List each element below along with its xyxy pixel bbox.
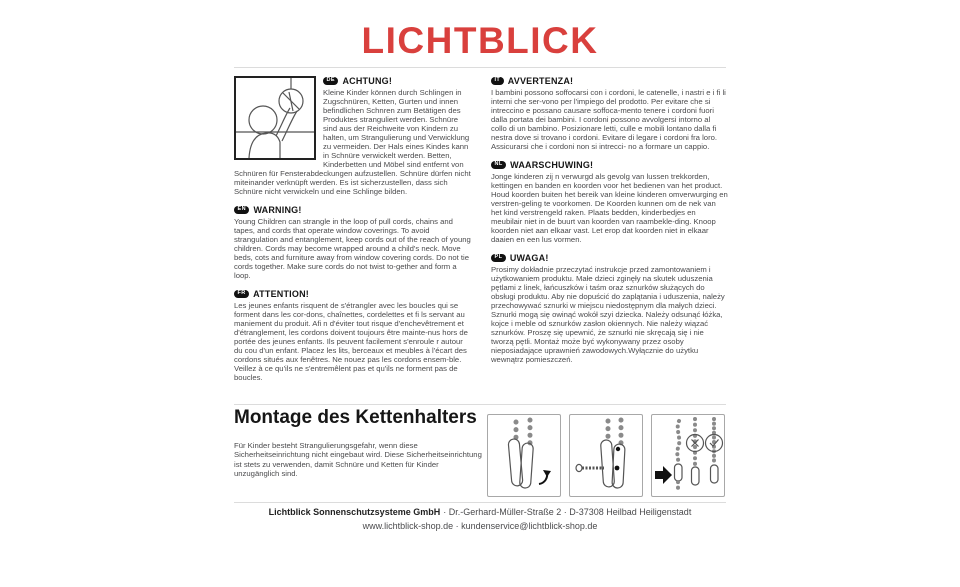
warning-title-en: WARNING! [253,205,302,215]
company-address: · Dr.-Gerhard-Müller-Straße 2 · D-37308 Heilbad Heiligenstadt [443,507,692,517]
footer-contact: www.lichtblick-shop.de · kundenservice@lichtblick-shop.de [362,520,598,531]
warning-body-en: Young Children can strangle in the loop of pull cords, chains and tapes, and cords that operate window coverings. To avoid strangulation and entanglement, keep cords out of the reach of young children. Cords may become wrapped around a child's neck. Move beds, cots and furniture away from window covering cords. Do not tie cords together. Make sure cords do not twist to-gether and form a loop. [234,217,471,280]
language-badge-nl: NL [491,161,506,170]
child-cord-hazard-icon [234,76,316,160]
chain-holder-screw-step-icon [569,414,643,497]
warning-title-nl: WAARSCHUWING! [510,160,594,170]
warning-body-de: Kleine Kinder können durch Schlingen in Zugschnüren, Ketten, Gurten und innen befindlichen Schnren zum Betätigen des Produktes stranguliert werden. Schnüre sind aus der Reichweite von Kindern zu halten, um Strangulierung und Verwicklung zu vermeiden. Der Hals eines Kindes kann in Schnüre verwickelt werden. Betten, Kinderbetten und Möbel sind entfernt von Schnüren für Fensterabdeckungen aufzustellen. Schnüre dürfen nicht miteinander verknüpft werden. Es ist sicherzustellen, dass sich Schnüre nicht verwickeln und eine Schlinge bilden. [234,88,471,196]
warning-title-pl: UWAGA! [509,253,549,263]
montage-section-title: Montage des Kettenhalters [234,407,477,428]
warning-section-nl [491,160,728,244]
language-badge-de: DE [323,77,338,86]
warning-title-fr: ATTENTION! [253,289,309,299]
chain-tension-check-step-icon [651,414,725,497]
divider-bottom [234,502,726,503]
divider-middle [234,404,726,405]
language-badge-pl: PL [491,254,506,263]
footer-line-1 [0,506,960,520]
language-badge-en: EN [234,206,249,215]
warning-section-fr [234,289,471,382]
company-name: Lichtblick Sonnenschutzsysteme GmbH [268,507,441,517]
mounting-instruction-steps [487,414,725,497]
language-badge-fr: FR [234,290,249,299]
warning-header [234,205,471,215]
warning-header [491,160,728,170]
warning-body-it: I bambini possono soffocarsi con i cordoni, le catenelle, i nastri e i fi li interni che ser-vono per l'impiego del prodotto. Per evitare che si intreccino e possano causare soffoca-mento tenere i cordoni fuori dalla portata dei bambini. I cordoni possono avvolgersi intorno al collo di un bambino. Posizionare letti, culle e mobili lontano dalla fi nestra dove si trovano i cordoni. Evitare di legare i cordoni fra loro. Assicurarsi che i cordoni non si intrecci- no a formare un cappio. [491,88,726,151]
warning-section-en [234,205,471,280]
warning-section-de [234,76,471,196]
warning-section-pl [491,253,728,364]
warning-header [234,289,471,299]
language-badge-it: IT [491,77,504,86]
brand-logo: LICHTBLICK [361,20,599,61]
warnings-column-right [491,76,728,391]
divider-top [234,67,726,68]
chain-holder-rotate-step-icon [487,414,561,497]
warning-title-de: ACHTUNG! [342,76,393,86]
warning-header [491,253,728,263]
footer [0,506,960,533]
warning-title-it: AVVERTENZA! [507,76,574,86]
footer-line-2 [0,520,960,534]
warning-header [323,76,471,86]
warning-body-pl: Prosimy dokładnie przeczytać instrukcje przed zamontowaniem i użytkowaniem produktu. Małe dzieci zginęły na skutek uduszenia pętlami z linek, łańcuszków i taśm oraz sznurków służących do obsługi produktu. Aby nie dopuścić do zaplątania i uduszenia, należy przechowywać sznurki w miejscu niedostępnym dla małych dzieci. Sznurki mogą się owinąć wokół szyi dziecka. Należy odsunąć łóżka, kojce i meble od sznurków zasłon okiennych. Nie należy wiązać sznurków. Proszę się upewnić, że sznurki nie skręcają się i nie tworzą pętli. Montaż może być wykonywany przez osoby nieposiadające uprawnień zawodowych.Wyłącznie do użytku wewnątrz pomieszczeń. [491,265,725,364]
warnings-columns [234,76,728,391]
warning-body-fr: Les jeunes enfants risquent de s'étrangler avec les boucles qui se forment dans les cor-dons, chaînettes, cordelettes et fi ls servant au maniement du produit. Afi n d'éviter tout risque d'enchevêtrement et d'étranglement, les cordons doivent toujours être mainte-nus hors de portée des jeunes enfants. Ils peuvent facilement s'enroule r autour du cou d'un enfant. Placez les lits, berceaux et meubles à l'écart des cordons situés aux fenêtres. Ne nouez pas les cordons ensem-ble. Veillez à ce qu'ils ne s'entremêlent pas et qu'ils ne forment pas de boucles. [234,301,468,382]
warning-section-it [491,76,728,151]
montage-section-body: Für Kinder besteht Strangulierungsgefahr, wenn diese Sicherheitseinrichtung nicht eingebaut wird. Diese Sicherheitseinrichtung ist stets zu verwenden, damit Schnüre und Ketten für Kinder unzugänglich sind. [234,441,482,479]
warnings-column-left [234,76,471,391]
warning-header [491,76,728,86]
warning-body-nl: Jonge kinderen zij n verwurgd als gevolg van lussen trekkorden, kettingen en banden en koorden voor het bedienen van het product. Houd koorden buiten het bereik van kleine kinderen omverwurging en verstren-geling te voorkomen. De Koorden kunnen om de nek van het kind verstrengeld raken. Plaats bedden, kinderbedjes en meubilair niet in de buurt van koorden van raambekle-ding. Knoop koorden niet aan elkaar vast. Let erop dat koorden niet in elkaar daaien en een lus vormen. [491,172,728,244]
